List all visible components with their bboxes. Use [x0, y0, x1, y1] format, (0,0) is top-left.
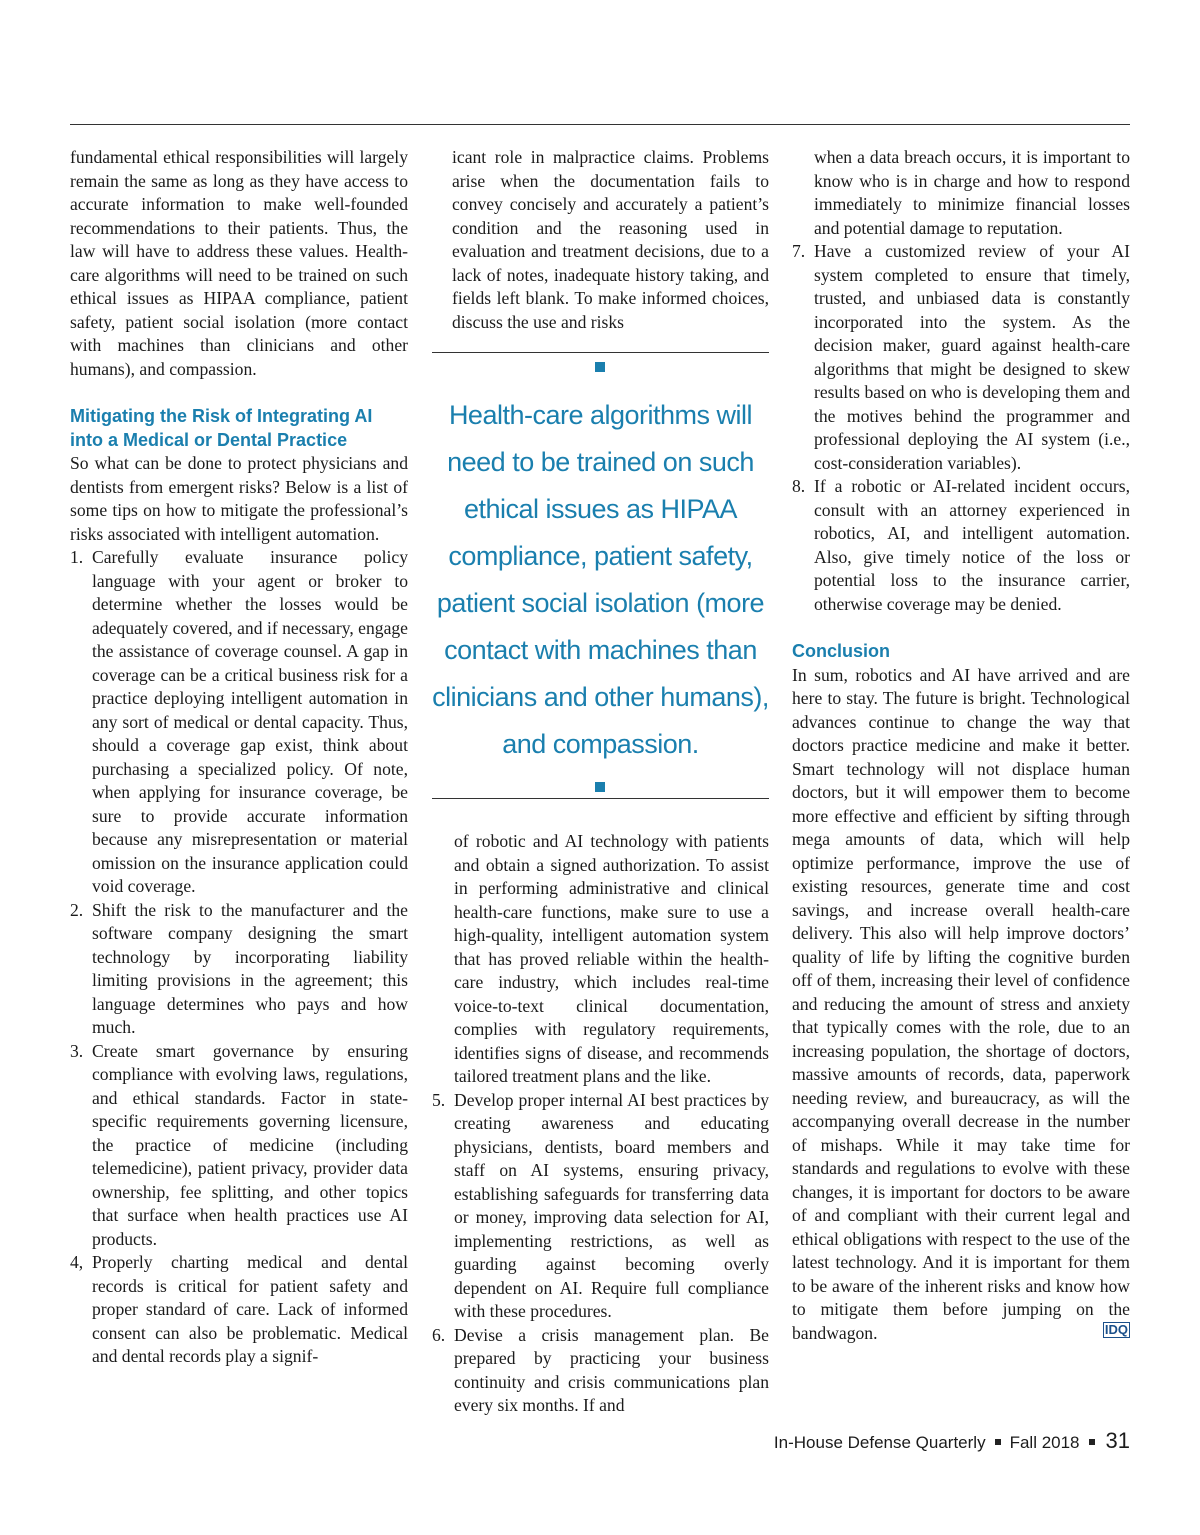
list-number: 1.	[70, 547, 84, 567]
list-text: Carefully evaluate insurance policy language with your agent or broker to determine whether the losses would be adequately covered, and if necessary, engage the assistance of coverage counsel. A gap in coverage can be a critical business risk for a practice deploying intelligent automation in any sort of medical or dental capacity. Thus, should a coverage gap exist, think about purchasing a specialized policy. Of note, when applying for insurance coverage, be sure to provide accurate information because any misrepresentation or material omission on the insurance application could void coverage.	[92, 547, 408, 896]
top-rule	[70, 124, 1130, 125]
list-text: Have a customized review of your AI system completed to ensure that timely, trusted, and unbiased data is constantly incorporated into the system. As the decision maker, guard against health-care algorithms that might be designed to skew results based on who is developing them and the motives behind the programmer and professional deploying the AI system (i.e., cost-consideration variables).	[814, 241, 1130, 473]
list-number: 3.	[70, 1040, 84, 1061]
publication-name: In-House Defense Quarterly	[773, 1433, 986, 1452]
paragraph-lead: So what can be done to protect physicians and dentists from emergent risks? Below is a list of some tips on how to mitigate the professional’s risks associated with intelligent automation.	[70, 453, 408, 544]
tips-list-part1	[70, 546, 408, 1369]
list-number: 8.	[792, 476, 806, 496]
page-number: 31	[1105, 1428, 1130, 1453]
square-bullet-icon	[595, 782, 605, 792]
list-item	[70, 899, 408, 1040]
list-text: Shift the risk to the manufacturer and the software company designing the smart technology by incorporating liability limiting provisions in the agreement; this language determines who pays and how much.	[92, 899, 408, 1037]
list-item	[70, 546, 408, 899]
list-item	[792, 475, 1130, 616]
list-text: Develop proper internal AI best practices by creating awareness and educating physicians, dentists, board members and staff on AI systems, ensuring privacy, establishing safeguards for transferring data or money, improving data selection for AI, implementing restrictions, as well as guarding against becoming overly dependent on AI. Require full compliance with these procedures.	[454, 1089, 769, 1321]
square-separator-icon	[1089, 1439, 1095, 1445]
column-2-bottom	[432, 830, 769, 1418]
column-3	[792, 146, 1130, 1345]
list-item	[432, 1089, 769, 1324]
paragraph-intro: fundamental ethical responsibilities will largely remain the same as long as they have access to accurate information to make well-founded recommendations to their patients. Thus, the law will have to address these values. Health-care algorithms will need to be trained on such ethical issues as HIPAA compliance, patient safety, patient social isolation (more contact with machines than clinicians and other humans), and compassion.	[70, 147, 408, 379]
list-item	[70, 1040, 408, 1252]
paragraph-continued: of robotic and AI technology with patients and obtain a signed authorization. To assist in performing administrative and clinical health-care functions, make sure to use a high-quality, intelligent automation system that has proved reliable within the health-care industry, which includes real-time voice-to-text clinical documentation, complies with regulatory requirements, identifies signs of disease, and recommends tailored treatment plans and the like.	[454, 831, 769, 1086]
list-number: 4,	[70, 1252, 84, 1272]
list-item	[792, 240, 1130, 475]
paragraph-continued: icant role in malpractice claims. Problems arise when the documentation fails to convey concisely and accurately a patient’s condition and the reasoning used in evaluation and treatment decisions, due to a lack of notes, inadequate history taking, and fields left blank. To make informed choices, discuss the use and risks	[452, 147, 769, 332]
paragraph-conclusion	[792, 664, 1130, 1346]
square-separator-icon	[995, 1439, 1001, 1445]
list-item	[70, 1251, 408, 1369]
section-heading-mitigating: Mitigating the Risk of Integrating AI into a Medical or Dental Practice	[70, 406, 373, 450]
list-text: If a robotic or AI-related incident occurs, consult with an attorney experienced in robotics, AI, and intelligent automation. Also, give timely notice of the loss or potential loss to the insurance carrier, otherwise coverage may be denied.	[814, 476, 1130, 614]
conclusion-text: In sum, robotics and AI have arrived and are here to stay. The future is bright. Technological advances continue to change the way that doctors practice medicine and make it better. Smart technology will not displace human doctors, but it will empower them to become more effective and efficient by sifting through mega amounts of data, which will help optimize performance, improve the use of existing resources, generate time and cost savings, and increase overall health-care delivery. This also will help improve doctors’ quality of life by lifting the cognitive burden off of them, increasing their level of confidence and reducing the amount of stress and anxiety that typically comes with the role, due to an increasing population, the shortage of doctors, massive amounts of records, data, paperwork needing review, and bureaucracy, as will the accompanying overall decrease in the number of mishaps. While it may take time for standards and regulations to evolve with these changes, it is important for doctors to be aware of and compliant with their current legal and ethical obligations with respect to the use of the latest technology. And it is important for them to be aware of the inherent risks and know how to mitigate them before jumping on the bandwagon.	[792, 664, 1130, 1343]
pull-quote-bottom-rule	[432, 798, 769, 799]
list-text: Devise a crisis management plan. Be prepared by practicing your business continuity and crisis communications plan every six months. If and	[454, 1324, 769, 1415]
tips-list-part3	[792, 240, 1130, 616]
list-text: Create smart governance by ensuring compliance with evolving laws, regulations, and ethical standards. Factor in state-specific requirements governing licensure, the practice of medicine (including telemedicine), patient privacy, provider data ownership, fee splitting, and other topics that surface when health practices use AI products.	[92, 1040, 408, 1249]
list-item	[432, 1324, 769, 1418]
section-heading-conclusion: Conclusion	[792, 641, 890, 661]
paragraph-continued: when a data breach occurs, it is important to know who is in charge and how to respond immediately to minimize financial losses and potential damage to reputation.	[814, 147, 1130, 238]
column-2-top	[452, 146, 769, 334]
issue-label: Fall 2018	[1009, 1433, 1080, 1452]
list-text: Properly charting medical and dental records is critical for patient safety and proper standard of care. Lack of informed consent can also be problematic. Medical and dental records play a signif-	[92, 1252, 408, 1366]
square-bullet-icon	[595, 362, 605, 372]
pull-quote	[432, 352, 769, 799]
pull-quote-top-rule	[432, 352, 769, 353]
list-number: 7.	[792, 241, 806, 261]
list-number: 6.	[432, 1324, 446, 1345]
end-mark-logo: IDQ	[1104, 1321, 1128, 1337]
list-number: 2.	[70, 899, 84, 920]
column-1	[70, 146, 408, 1369]
page-footer	[774, 1428, 1130, 1454]
list-number: 5.	[432, 1089, 446, 1110]
pull-quote-text: Health-care algorithms will need to be trained on such ethical issues as HIPAA compliance, patient safety, patient social isolation (more contact with machines than clinicians and other humans), and compassion.	[432, 400, 769, 759]
tips-list-part2	[432, 1089, 769, 1418]
